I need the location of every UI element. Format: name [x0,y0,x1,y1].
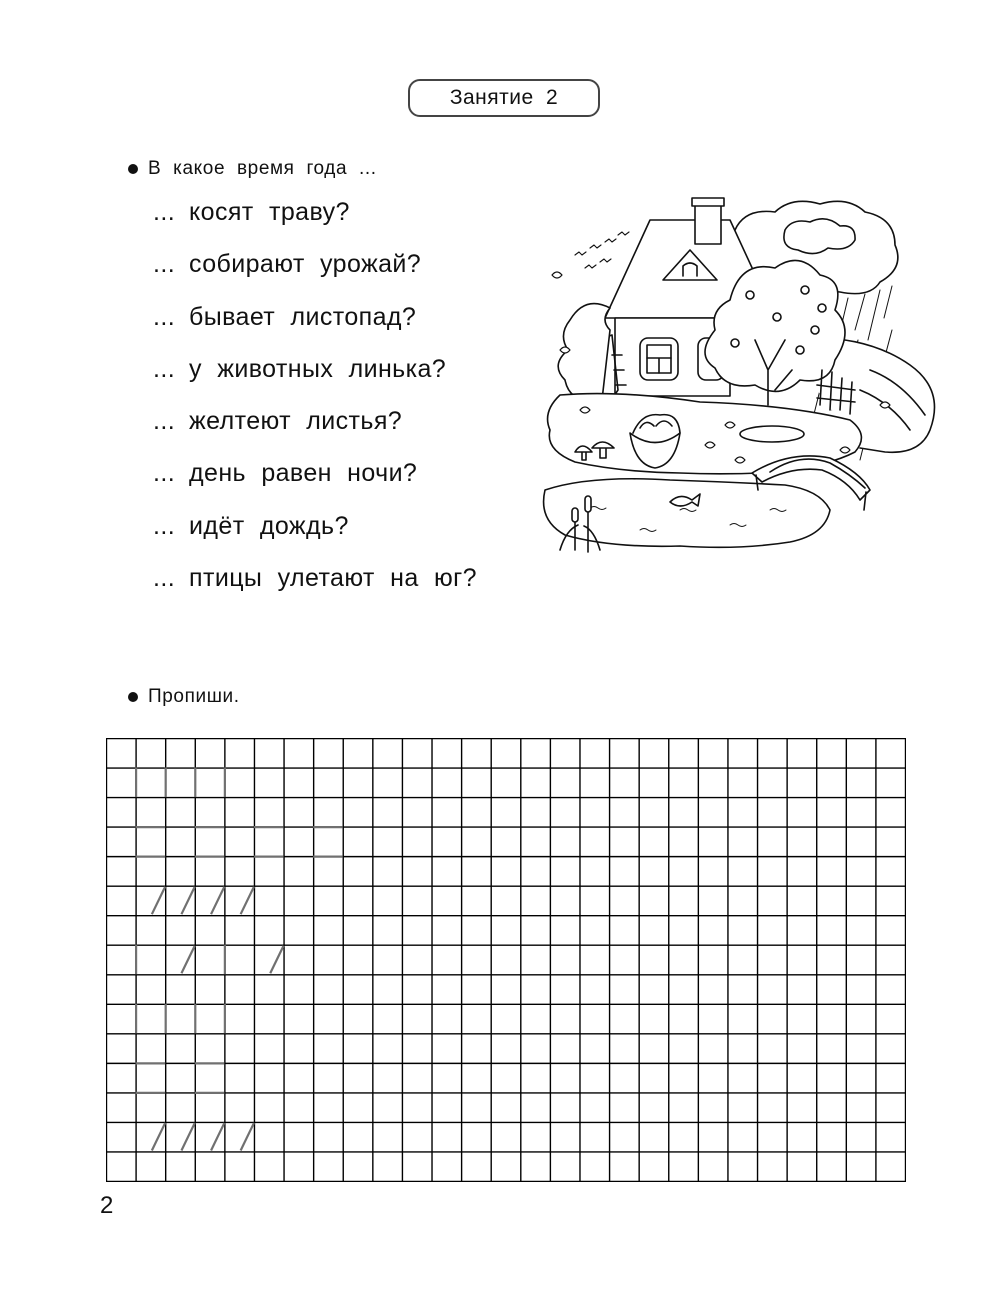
question-list [153,190,477,608]
ellipsis: ... [153,198,176,226]
trace-stroke-slash [270,946,283,974]
question-text: птицы улетают на юг? [189,564,477,593]
ellipsis: ... [153,354,176,383]
trace-stroke-slash [241,887,254,915]
trace-stroke-slash [181,887,194,915]
ellipsis: ... [153,459,176,488]
handwriting-grid[interactable] [106,738,906,1187]
trace-stroke-slash [181,1123,194,1151]
task2-prompt [128,686,240,708]
ellipsis: ... [153,407,176,436]
question-text: косят траву? [189,198,350,226]
question-item [153,347,477,399]
pond [544,479,830,548]
chimney [695,202,721,244]
question-item [153,504,477,556]
question-item [153,295,477,347]
ellipsis: ... [153,302,176,331]
question-item [153,556,477,608]
trace-stroke-slash [241,1123,254,1151]
lesson-title-text: Занятие 2 [449,86,559,109]
question-text: собирают урожай? [189,250,422,279]
ellipsis: ... [153,511,176,540]
task2-prompt-text: Пропиши. [148,686,240,707]
ellipsis: ... [153,250,176,279]
bullet-icon [128,164,138,174]
grid-canvas[interactable] [106,738,906,1182]
question-text: желтеют листья? [189,407,403,436]
page-number: 2 [100,1192,114,1219]
question-text: бывает листопад? [189,302,417,331]
birds-icon [575,232,629,268]
task1-prompt-text: В какое время года ... [148,158,377,179]
lesson-title [408,79,600,117]
question-item [153,451,477,503]
trace-stroke-slash [152,1123,165,1151]
trace-stroke-slash [181,946,194,974]
house-garden-illustration [530,190,950,560]
question-text: идёт дождь? [189,511,349,540]
task1-prompt [128,158,377,180]
bullet-icon [128,692,138,702]
trace-stroke-slash [211,1123,224,1151]
question-item [153,242,477,294]
trace-stroke-slash [211,887,224,915]
question-item [153,399,477,451]
question-item [153,190,477,242]
question-text: день равен ночи? [189,459,418,488]
ellipsis: ... [153,564,176,593]
question-text: у животных линька? [189,354,447,383]
trace-stroke-slash [152,887,165,915]
